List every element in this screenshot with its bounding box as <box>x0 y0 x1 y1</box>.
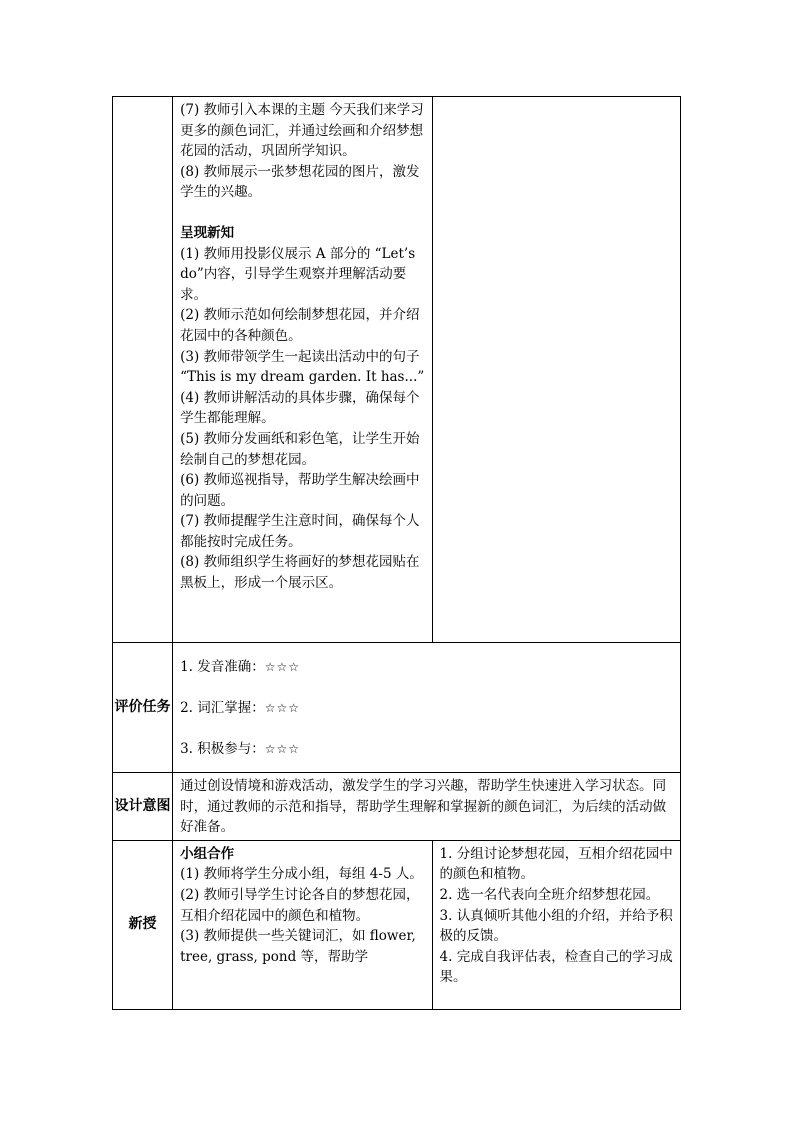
evaluation-label: 评价任务 <box>113 643 173 773</box>
table-row <box>113 773 681 841</box>
teacher-activity-cell <box>173 840 432 1009</box>
list-item: 1. 分组讨论梦想花园，互相介绍花园中的颜色和植物。 <box>439 845 673 883</box>
list-item: 1. 发音准确：☆☆☆ <box>180 659 301 675</box>
star-rating-icon: ☆☆☆ <box>264 742 301 756</box>
student-activity-cell-empty <box>432 97 680 643</box>
table-row <box>113 97 681 643</box>
list-item: (7) 教师引入本课的主题 今天我们来学习更多的颜色词汇，并通过绘画和介绍梦想花园的活动，巩固所学知识。 <box>180 102 424 160</box>
list-item: 3. 认真倾听其他小组的介绍，并给予积极的反馈。 <box>439 907 673 945</box>
lesson-plan-table <box>112 96 681 1010</box>
star-rating-icon: ☆☆☆ <box>264 701 301 715</box>
teacher-activity-cell <box>173 97 432 643</box>
list-item: (2) 教师引导学生讨论各自的梦想花园，互相介绍花园中的颜色和植物。 <box>180 886 420 924</box>
design-text: 通过创设情境和游戏活动，激发学生的学习兴趣，帮助学生快速进入学习状态。同时，通过教师的示范和指导，帮助学生理解和掌握新的颜色词汇，为后续的活动做好准备。 <box>180 778 667 836</box>
table-row <box>113 643 681 773</box>
list-item: (7) 教师提醒学生注意时间，确保每个人都能按时完成任务。 <box>180 513 420 550</box>
student-activity-cell <box>432 840 680 1009</box>
list-item: (6) 教师巡视指导，帮助学生解决绘画中的问题。 <box>180 472 420 509</box>
list-item: 4. 完成自我评估表，检查自己的学习成果。 <box>439 948 673 986</box>
list-item: (3) 教师提供一些关键词汇，如 flower, tree, grass, pond 等，帮助学 <box>180 928 416 965</box>
table-row <box>113 840 681 1009</box>
label-cell-empty <box>113 97 173 643</box>
star-rating-icon: ☆☆☆ <box>264 660 301 674</box>
evaluation-cell <box>173 643 681 773</box>
new-lesson-label: 新授 <box>113 840 173 1009</box>
list-item: (8) 教师组织学生将画好的梦想花园贴在黑板上，形成一个展示区。 <box>180 554 420 592</box>
list-item: (1) 教师将学生分成小组，每组 4-5 人。 <box>180 866 423 883</box>
list-item: 3. 积极参与：☆☆☆ <box>180 741 301 757</box>
list-item: (2) 教师示范如何绘制梦想花园，并介绍花园中的各种颜色。 <box>180 307 420 344</box>
list-item: (8) 教师展示一张梦想花园的图片，激发学生的兴趣。 <box>180 163 420 201</box>
section-heading: 小组合作 <box>180 845 235 862</box>
list-item: (4) 教师讲解活动的具体步骤，确保每个学生都能理解。 <box>180 389 420 427</box>
list-item: (3) 教师带领学生一起读出活动中的句子 “This is my dream garden. It has...” <box>180 348 425 386</box>
list-item: 2. 词汇掌握：☆☆☆ <box>180 700 301 716</box>
section-heading: 呈现新知 <box>180 224 235 241</box>
list-item: (5) 教师分发画纸和彩色笔，让学生开始绘制自己的梦想花园。 <box>180 430 420 468</box>
list-item: (1) 教师用投影仪展示 A 部分的 “Let’s do”内容，引导学生观察并理解活动要求。 <box>180 245 416 303</box>
design-cell <box>173 773 681 841</box>
design-label: 设计意图 <box>113 773 173 841</box>
list-item: 2. 选一名代表向全班介绍梦想花园。 <box>439 886 660 903</box>
